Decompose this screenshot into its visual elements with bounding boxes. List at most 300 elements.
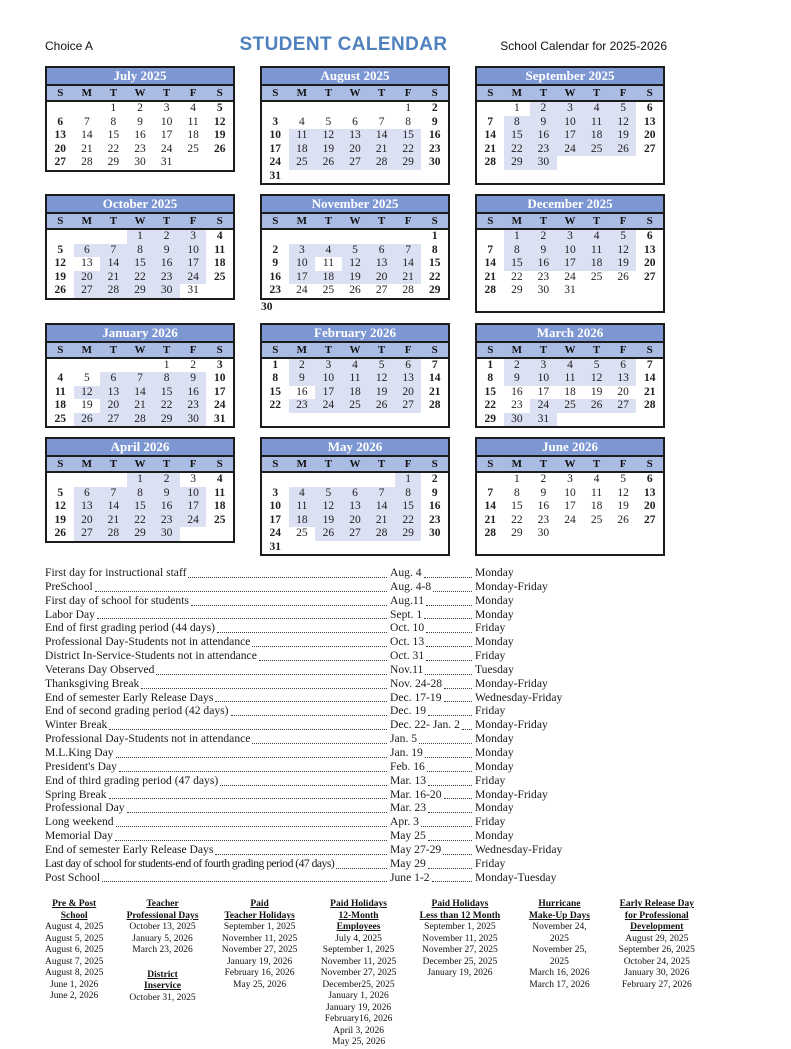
- day-cell: 23: [180, 399, 207, 413]
- week-row: [477, 170, 663, 184]
- day-cell: 21: [643, 385, 656, 398]
- event-day: Monday-Friday: [475, 579, 548, 593]
- event-day: Tuesday: [475, 662, 514, 676]
- day-cell: 2: [431, 473, 438, 485]
- event-day: Monday: [475, 759, 514, 773]
- weekday-label: S: [431, 458, 438, 470]
- day-cell: 14: [484, 500, 497, 512]
- day-cell: 26: [617, 270, 629, 283]
- day-cell: 29: [484, 412, 497, 425]
- footer-item: October 13, 2025: [129, 922, 196, 933]
- day-cell: 4: [216, 230, 223, 242]
- weekday-label: S: [216, 343, 223, 356]
- day-cell: 29: [127, 527, 154, 541]
- weekday-label: T: [162, 215, 171, 227]
- weekday-label: F: [404, 87, 412, 99]
- day-cell: 17: [557, 129, 584, 143]
- day-cell: [368, 170, 395, 184]
- dot-leader: [252, 733, 387, 744]
- day-cell: 6: [646, 230, 653, 242]
- day-cell: 26: [315, 156, 342, 170]
- day-cell: [127, 359, 154, 373]
- weekday-header: [477, 343, 663, 359]
- event-row: [45, 801, 593, 815]
- event-day: Monday: [475, 566, 514, 579]
- day-cell: 23: [428, 513, 441, 526]
- weekday-label: T: [109, 87, 118, 99]
- footer-item: September 1, 2025: [424, 922, 496, 933]
- day-cell: [100, 473, 127, 487]
- day-cell: [610, 298, 637, 312]
- day-cell: 17: [269, 513, 282, 526]
- week-row: [477, 298, 663, 312]
- day-cell: [289, 473, 316, 487]
- day-cell: 9: [431, 486, 438, 499]
- weekday-label: S: [431, 87, 438, 99]
- week-row: [262, 359, 448, 373]
- footer-item: January 19, 2026: [325, 1002, 392, 1013]
- day-cell: 14: [81, 129, 93, 141]
- day-cell: [289, 102, 316, 116]
- day-cell: 15: [127, 257, 154, 271]
- dot-leader: [102, 871, 387, 882]
- day-cell: 8: [272, 372, 279, 384]
- weekday-header: [47, 86, 233, 102]
- day-cell: 16: [134, 129, 146, 141]
- day-cell: 16: [269, 270, 282, 283]
- event-day: Friday: [475, 815, 506, 829]
- page-subtitle: School Calendar for 2025-2026: [500, 39, 667, 53]
- footer-group: [420, 899, 501, 980]
- day-cell: [47, 473, 74, 487]
- footer-item: September 1, 2025: [322, 945, 395, 956]
- day-cell: 11: [214, 243, 226, 256]
- day-cell: 7: [127, 372, 154, 386]
- day-cell: [477, 102, 504, 116]
- week-row: [262, 271, 448, 285]
- day-cell: 17: [537, 385, 550, 398]
- day-cell: 7: [378, 115, 385, 128]
- event-date: Dec. 19: [390, 704, 427, 718]
- event-row: [45, 608, 593, 622]
- day-cell: 2: [153, 230, 180, 244]
- week-row: [477, 473, 663, 487]
- day-cell: 15: [428, 257, 441, 269]
- events-list: [45, 566, 593, 884]
- day-cell: 17: [180, 500, 207, 514]
- weekday-label: S: [487, 215, 494, 227]
- day-cell: 11: [557, 372, 584, 386]
- day-cell: 7: [431, 358, 438, 371]
- day-cell: 19: [610, 129, 637, 143]
- weekday-label: T: [377, 343, 386, 356]
- footer-heading: [619, 899, 695, 934]
- event-label-wrap: [45, 649, 390, 663]
- day-cell: 18: [187, 129, 199, 141]
- day-cell: 17: [564, 500, 576, 512]
- day-cell: 25: [322, 284, 335, 296]
- day-cell: [636, 541, 663, 555]
- event-label: District In-Service-Students not in attendance: [45, 649, 257, 663]
- event-row: [45, 649, 593, 663]
- day-cell: [583, 527, 610, 541]
- event-day: Monday-Friday: [475, 676, 548, 690]
- day-cell: 19: [342, 271, 369, 285]
- day-cell: 15: [504, 257, 531, 271]
- day-cell: 3: [216, 358, 223, 371]
- day-cell: 28: [484, 527, 497, 539]
- dot-leader: [188, 567, 387, 578]
- weekday-label: W: [349, 215, 361, 227]
- footer-group: [619, 899, 695, 991]
- weekday-label: M: [81, 458, 93, 470]
- weekday-label: S: [216, 215, 223, 227]
- day-cell: 23: [153, 514, 180, 528]
- week-row: [262, 500, 448, 514]
- dot-leader: [109, 719, 387, 730]
- footer-item: July 4, 2025: [335, 933, 382, 944]
- dot-leader: [444, 691, 472, 702]
- weekday-label: S: [431, 343, 438, 356]
- day-cell: 21: [368, 514, 395, 528]
- weekday-label: S: [57, 458, 64, 470]
- month-calendar: [260, 194, 450, 300]
- day-cell: [342, 413, 369, 427]
- day-cell: 22: [107, 142, 120, 155]
- day-cell: 20: [342, 514, 369, 528]
- week-row: [262, 257, 448, 271]
- week-row: [262, 284, 448, 298]
- week-row: [47, 129, 233, 143]
- day-cell: 10: [564, 486, 576, 499]
- day-cell: 24: [315, 399, 342, 413]
- day-cell: 31: [564, 284, 576, 296]
- day-cell: 29: [107, 156, 120, 168]
- weekday-label: T: [324, 215, 333, 227]
- day-cell: [342, 230, 369, 244]
- day-cell: [557, 413, 584, 427]
- day-cell: 18: [583, 257, 610, 271]
- day-cell: 9: [272, 257, 279, 269]
- day-cell: 4: [289, 487, 316, 501]
- day-cell: [342, 541, 369, 555]
- day-cell: 6: [57, 115, 64, 128]
- day-cell: [421, 413, 448, 427]
- day-cell: [74, 230, 101, 244]
- day-cell: [100, 230, 127, 244]
- day-cell: [206, 284, 233, 298]
- weekday-header: [47, 214, 233, 230]
- event-day: Monday: [475, 635, 514, 649]
- month-title: February 2026: [262, 325, 448, 343]
- event-row: [45, 718, 593, 732]
- footer-heading-line: District: [147, 969, 178, 980]
- footer-heading-line: Make-Up Days: [528, 910, 590, 921]
- week-row: [47, 143, 233, 157]
- day-cell: 6: [74, 487, 101, 501]
- month-title: July 2025: [47, 68, 233, 86]
- weekday-label: S: [646, 458, 653, 470]
- footer-item: August 8, 2025: [45, 968, 104, 979]
- event-day: Friday: [475, 773, 506, 787]
- day-cell: 24: [564, 513, 576, 526]
- day-cell: 31: [213, 412, 226, 425]
- day-cell: [504, 170, 531, 184]
- day-cell: 11: [54, 385, 66, 398]
- event-label-wrap: [45, 663, 390, 677]
- day-cell: [262, 473, 289, 487]
- event-row: [45, 594, 593, 608]
- week-row: [47, 372, 233, 386]
- weekday-label: F: [404, 343, 412, 356]
- day-cell: 5: [216, 102, 223, 114]
- day-cell: 22: [127, 514, 154, 528]
- footer-item: November 25, 2025: [532, 945, 587, 967]
- week-row: [477, 359, 663, 373]
- event-row: [45, 732, 593, 746]
- day-cell: 30: [537, 284, 550, 296]
- weekday-label: S: [272, 458, 279, 470]
- event-label-wrap: [45, 677, 390, 691]
- week-row: [477, 487, 663, 501]
- dot-leader: [97, 608, 387, 619]
- month-calendar: [475, 437, 665, 556]
- dot-leader: [428, 775, 472, 786]
- footer-item: January 30, 2026: [624, 968, 690, 979]
- event-label: M.L.King Day: [45, 745, 114, 759]
- day-cell: 4: [315, 244, 342, 258]
- weekday-label: M: [511, 458, 523, 470]
- footer-heading: [45, 899, 103, 922]
- day-cell: [557, 298, 584, 312]
- event-row: [45, 829, 593, 843]
- day-cell: [636, 284, 663, 298]
- event-day: Monday-Friday: [475, 718, 548, 732]
- day-cell: 10: [160, 115, 173, 128]
- day-cell: 8: [110, 115, 117, 128]
- week-row: [47, 359, 233, 373]
- month-calendar: [45, 437, 235, 543]
- footer-heading: [222, 899, 298, 922]
- month-slot: [45, 194, 235, 300]
- week-row: [47, 257, 233, 271]
- day-cell: 9: [530, 244, 557, 258]
- day-cell: 9: [153, 244, 180, 258]
- weekday-label: S: [57, 215, 64, 227]
- day-cell: 6: [395, 359, 422, 373]
- weekday-label: M: [511, 343, 523, 356]
- footer-heading-line: Paid: [250, 899, 269, 910]
- day-cell: 10: [557, 244, 584, 258]
- weekday-label: M: [81, 87, 93, 99]
- month-calendar: [475, 194, 665, 313]
- day-cell: [610, 527, 637, 541]
- footer-item: November 27, 2025: [422, 945, 498, 956]
- day-cell: 12: [315, 500, 342, 514]
- day-cell: 25: [342, 399, 369, 413]
- day-cell: [583, 298, 610, 312]
- event-label-wrap: [45, 788, 390, 802]
- week-row: [262, 170, 448, 184]
- event-date: June 1-2: [390, 870, 430, 884]
- day-cell: 19: [54, 513, 67, 526]
- dot-leader: [421, 816, 472, 827]
- dot-leader: [231, 705, 387, 716]
- footer-heading-line: School: [60, 910, 88, 921]
- day-cell: 7: [487, 486, 494, 499]
- weekday-label: S: [487, 458, 494, 470]
- weekday-label: S: [272, 215, 279, 227]
- dot-leader: [116, 816, 387, 827]
- day-cell: 11: [583, 244, 610, 258]
- month-slot: [260, 437, 450, 556]
- event-label: Professional Day-Students not in attendance: [45, 635, 251, 649]
- event-day: Friday: [475, 856, 506, 870]
- event-date: Oct. 31: [390, 649, 425, 663]
- day-cell: 27: [74, 527, 101, 541]
- day-cell: 6: [610, 359, 637, 373]
- day-cell: [583, 413, 610, 427]
- day-cell: 10: [213, 372, 226, 384]
- weekday-label: W: [134, 343, 146, 356]
- weekday-label: F: [189, 343, 197, 356]
- day-cell: 30: [504, 413, 531, 427]
- day-cell: 3: [567, 473, 573, 485]
- day-cell: 7: [100, 244, 127, 258]
- dot-leader: [427, 761, 472, 772]
- day-cell: 2: [272, 243, 279, 256]
- week-row: [477, 413, 663, 427]
- week-row: [477, 500, 663, 514]
- weekday-header: [477, 86, 663, 102]
- month-slot: [45, 66, 235, 172]
- footer-column: [321, 899, 397, 1049]
- day-cell: [504, 298, 531, 312]
- event-day: Monday: [475, 593, 514, 607]
- day-cell: 22: [511, 270, 523, 283]
- day-cell: 7: [487, 243, 494, 256]
- day-cell: 14: [643, 372, 656, 384]
- weekday-label: T: [592, 458, 601, 470]
- dot-leader: [109, 788, 387, 799]
- dot-leader: [191, 595, 387, 606]
- event-date: Aug. 4-8: [390, 579, 432, 593]
- event-date: May 25: [390, 829, 426, 843]
- day-cell: 28: [484, 284, 497, 296]
- footer-heading: [321, 899, 397, 934]
- day-cell: 26: [349, 284, 361, 296]
- day-cell: 27: [74, 284, 101, 298]
- choice-label: Choice A: [45, 39, 94, 53]
- event-date: Oct. 13: [390, 635, 425, 649]
- day-cell: [477, 473, 504, 487]
- day-cell: 12: [342, 257, 369, 271]
- day-cell: 5: [342, 244, 369, 258]
- month-slot: [475, 66, 665, 185]
- day-cell: [557, 170, 584, 184]
- dot-leader: [428, 858, 472, 869]
- day-cell: 9: [180, 372, 207, 386]
- day-cell: 28: [484, 156, 497, 168]
- day-cell: 5: [610, 102, 637, 116]
- dot-leader: [424, 608, 472, 619]
- day-cell: 17: [315, 386, 342, 400]
- footer-item: May 25, 2026: [233, 979, 287, 990]
- event-label-wrap: [45, 594, 390, 608]
- day-cell: 30: [530, 156, 557, 170]
- weekday-label: M: [81, 215, 93, 227]
- day-cell: 13: [643, 486, 656, 499]
- event-row: [45, 774, 593, 788]
- week-row: [477, 271, 663, 285]
- day-cell: [636, 413, 663, 427]
- weekday-label: F: [404, 458, 412, 470]
- weekday-label: S: [646, 87, 653, 99]
- dot-leader: [432, 871, 472, 882]
- day-cell: 15: [153, 386, 180, 400]
- footer-item: June 2, 2026: [50, 991, 99, 1002]
- dot-leader: [426, 650, 472, 661]
- event-label: Spring Break: [45, 787, 107, 801]
- event-date: May 29: [390, 856, 426, 870]
- day-cell: 10: [289, 257, 316, 271]
- day-cell: 8: [504, 244, 531, 258]
- footer-group: [523, 899, 595, 991]
- weekday-label: S: [272, 343, 279, 356]
- month-slot: [475, 194, 665, 313]
- day-cell: 26: [54, 284, 67, 296]
- month-slot: [260, 323, 450, 429]
- event-label: End of third grading period (47 days): [45, 773, 219, 787]
- footer-group: [321, 899, 397, 1049]
- event-label: Post School: [45, 870, 101, 884]
- day-cell: [477, 170, 504, 184]
- day-cell: 19: [610, 257, 637, 271]
- day-cell: 8: [487, 372, 494, 384]
- day-cell: 31: [269, 169, 282, 182]
- overflow-day: 30: [261, 300, 273, 313]
- day-cell: 24: [530, 399, 557, 413]
- day-cell: 2: [190, 358, 196, 371]
- month-slot: [260, 66, 450, 185]
- day-cell: 11: [591, 486, 603, 499]
- event-day: Monday: [475, 607, 514, 621]
- day-cell: [315, 102, 342, 116]
- week-row: [477, 244, 663, 258]
- weekday-label: W: [564, 458, 576, 470]
- day-cell: 28: [127, 413, 154, 427]
- day-cell: 10: [180, 487, 207, 501]
- footer-item: August 29, 2025: [625, 933, 689, 944]
- weekday-label: T: [377, 215, 386, 227]
- footer-item: March 17, 2026: [529, 979, 590, 990]
- event-date: Dec. 22- Jan. 2: [390, 718, 460, 732]
- day-cell: [583, 541, 610, 555]
- day-cell: [47, 102, 74, 116]
- day-cell: 2: [289, 359, 316, 373]
- footer-heading-line: Employees: [336, 922, 381, 933]
- week-row: [262, 541, 448, 555]
- day-cell: 9: [431, 115, 438, 128]
- day-cell: 18: [342, 386, 369, 400]
- month-slot: [45, 437, 235, 543]
- day-cell: 26: [213, 142, 226, 155]
- weekday-label: W: [349, 87, 361, 99]
- day-cell: 16: [180, 386, 207, 400]
- day-cell: 11: [187, 115, 199, 128]
- event-row: [45, 635, 593, 649]
- day-cell: 23: [269, 284, 282, 296]
